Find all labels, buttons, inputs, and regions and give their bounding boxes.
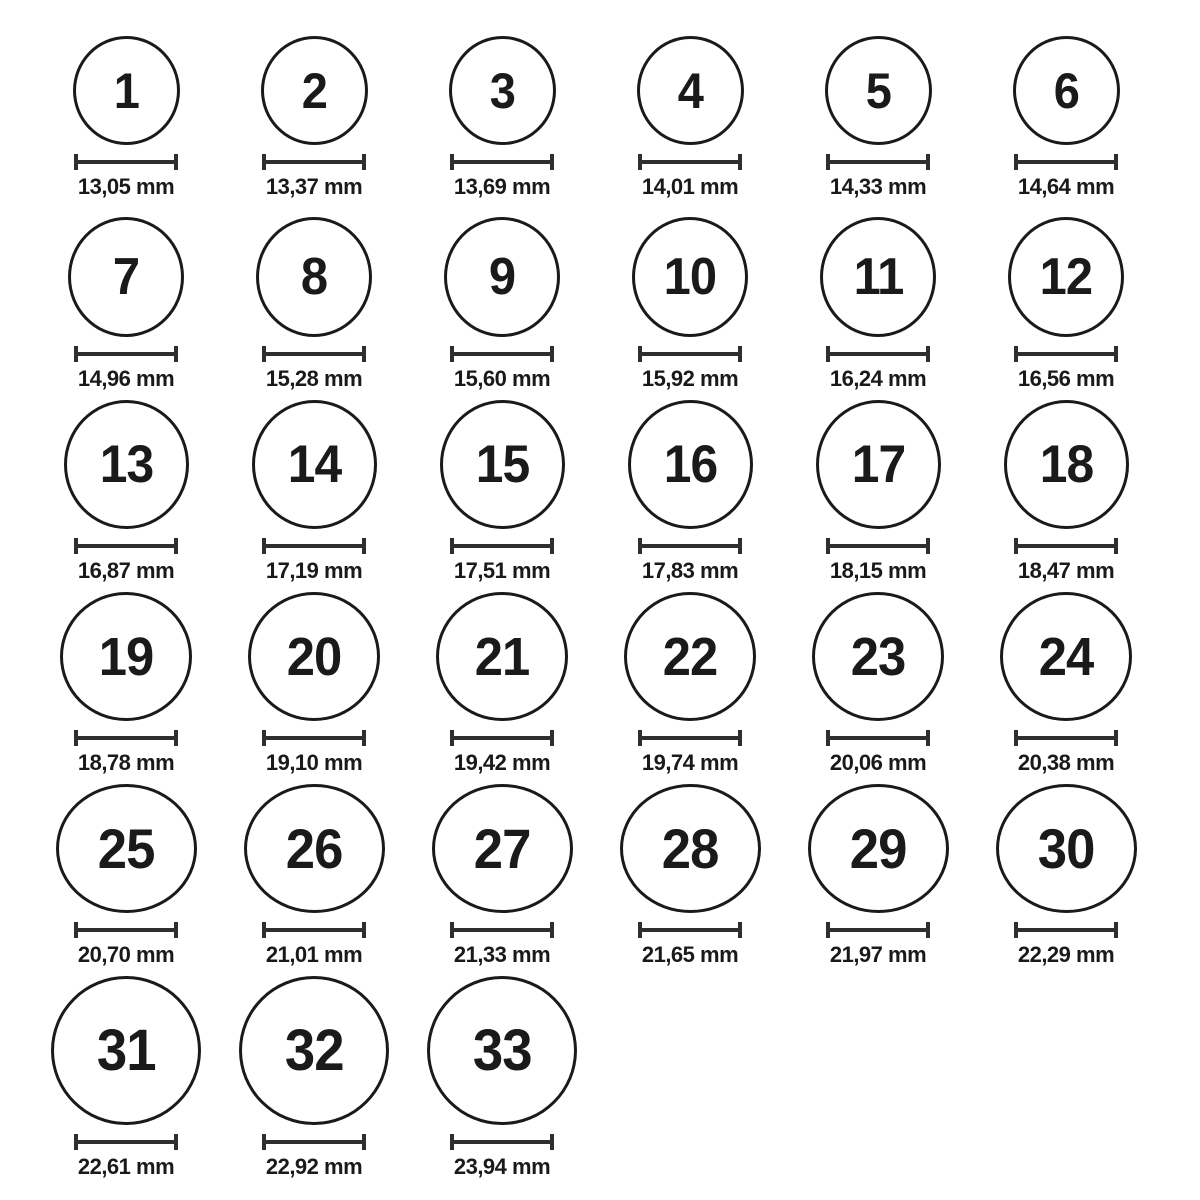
measure-bar <box>1018 352 1114 356</box>
measure-bar <box>78 160 174 164</box>
ring-circle <box>1008 217 1124 337</box>
diameter-label: 19,10 mm <box>265 750 363 775</box>
diameter-label: 21,01 mm <box>265 942 363 967</box>
measure-bar <box>642 736 738 740</box>
ring-size-number: 20 <box>286 626 342 687</box>
measure-right-tick <box>362 922 366 938</box>
diameter-label: 21,97 mm <box>829 942 927 967</box>
diameter-label: 16,56 mm <box>1017 366 1115 391</box>
chart-row <box>32 208 1200 400</box>
diameter-measure-line <box>1014 538 1118 554</box>
ring-size-item <box>408 976 596 1188</box>
measure-right-tick <box>174 154 178 170</box>
ring-size-number: 26 <box>285 816 343 880</box>
diameter-label: 16,87 mm <box>77 558 175 583</box>
diameter-label: 15,28 mm <box>265 366 363 391</box>
ring-size-number: 21 <box>474 626 530 687</box>
ring-size-item <box>784 400 972 592</box>
ring-size-item <box>784 784 972 976</box>
measure-right-tick <box>362 538 366 554</box>
measure-right-tick <box>550 154 554 170</box>
diameter-measure-line <box>1014 346 1118 362</box>
diameter-measure-line <box>450 538 554 554</box>
diameter-label: 14,01 mm <box>641 174 739 199</box>
diameter-label: 20,38 mm <box>1017 750 1115 775</box>
diameter-label: 21,65 mm <box>641 942 739 967</box>
ring-circle <box>820 217 936 337</box>
diameter-measure-line <box>262 730 366 746</box>
diameter-label: 21,33 mm <box>453 942 551 967</box>
ring-circle <box>60 592 192 721</box>
ring-size-number: 18 <box>1039 435 1093 494</box>
ring-circle <box>432 784 573 913</box>
diameter-measure-line <box>74 538 178 554</box>
measure-right-tick <box>926 730 930 746</box>
ring-circle <box>620 784 761 913</box>
ring-size-number: 1 <box>113 62 139 119</box>
measure-bar <box>454 736 550 740</box>
diameter-measure-line <box>74 922 178 938</box>
measure-right-tick <box>738 922 742 938</box>
measure-right-tick <box>362 154 366 170</box>
measure-right-tick <box>738 538 742 554</box>
measure-bar <box>266 352 362 356</box>
ring-circle <box>449 36 556 145</box>
ring-circle <box>440 400 565 529</box>
measure-bar <box>642 544 738 548</box>
ring-size-item <box>32 208 220 400</box>
measure-right-tick <box>926 346 930 362</box>
ring-circle <box>632 217 748 337</box>
measure-bar <box>830 928 926 932</box>
ring-size-item <box>220 208 408 400</box>
ring-size-item <box>220 784 408 976</box>
diameter-measure-line <box>826 922 930 938</box>
ring-circle <box>1000 592 1132 721</box>
measure-right-tick <box>1114 346 1118 362</box>
ring-circle <box>808 784 949 913</box>
ring-size-number: 19 <box>98 626 154 687</box>
diameter-measure-line <box>262 346 366 362</box>
measure-right-tick <box>738 346 742 362</box>
ring-size-number: 6 <box>1053 62 1079 119</box>
ring-size-number: 25 <box>97 816 155 880</box>
ring-size-number: 30 <box>1037 816 1095 880</box>
diameter-measure-line <box>638 730 742 746</box>
diameter-measure-line <box>450 922 554 938</box>
ring-size-item <box>220 976 408 1188</box>
measure-bar <box>642 352 738 356</box>
ring-circle <box>239 976 389 1125</box>
ring-size-item <box>784 592 972 784</box>
ring-circle <box>248 592 380 721</box>
diameter-measure-line <box>1014 730 1118 746</box>
ring-size-number: 8 <box>300 248 328 306</box>
ring-size-item <box>408 784 596 976</box>
ring-size-number: 32 <box>284 1017 344 1083</box>
ring-size-item <box>220 400 408 592</box>
diameter-measure-line <box>450 346 554 362</box>
diameter-label: 18,47 mm <box>1017 558 1115 583</box>
diameter-label: 14,64 mm <box>1017 174 1115 199</box>
ring-circle <box>436 592 568 721</box>
measure-bar <box>830 736 926 740</box>
diameter-label: 13,05 mm <box>77 174 175 199</box>
ring-circle <box>73 36 180 145</box>
diameter-label: 19,42 mm <box>453 750 551 775</box>
ring-size-number: 14 <box>287 435 341 494</box>
measure-right-tick <box>926 538 930 554</box>
diameter-measure-line <box>450 730 554 746</box>
diameter-measure-line <box>638 154 742 170</box>
diameter-label: 22,92 mm <box>265 1154 363 1179</box>
ring-circle <box>427 976 577 1125</box>
diameter-measure-line <box>638 922 742 938</box>
measure-right-tick <box>1114 538 1118 554</box>
diameter-label: 15,92 mm <box>641 366 739 391</box>
ring-size-number: 28 <box>661 816 719 880</box>
diameter-label: 13,69 mm <box>453 174 551 199</box>
chart-row <box>32 976 1200 1188</box>
ring-size-item <box>972 208 1160 400</box>
measure-bar <box>830 544 926 548</box>
measure-bar <box>1018 544 1114 548</box>
measure-bar <box>78 928 174 932</box>
ring-size-number: 11 <box>853 248 903 306</box>
diameter-label: 13,37 mm <box>265 174 363 199</box>
diameter-measure-line <box>74 730 178 746</box>
ring-size-number: 29 <box>849 816 907 880</box>
diameter-label: 22,29 mm <box>1017 942 1115 967</box>
diameter-measure-line <box>450 154 554 170</box>
measure-bar <box>454 544 550 548</box>
chart-row <box>32 592 1200 784</box>
ring-size-number: 27 <box>473 816 531 880</box>
measure-bar <box>266 928 362 932</box>
measure-right-tick <box>926 154 930 170</box>
measure-right-tick <box>174 538 178 554</box>
ring-size-item <box>784 208 972 400</box>
diameter-measure-line <box>826 730 930 746</box>
ring-size-number: 23 <box>850 626 906 687</box>
measure-right-tick <box>1114 922 1118 938</box>
diameter-measure-line <box>1014 922 1118 938</box>
measure-bar <box>454 352 550 356</box>
measure-right-tick <box>174 922 178 938</box>
ring-circle <box>256 217 372 337</box>
ring-size-number: 33 <box>472 1017 532 1083</box>
measure-bar <box>830 352 926 356</box>
diameter-label: 17,19 mm <box>265 558 363 583</box>
diameter-label: 14,33 mm <box>829 174 927 199</box>
measure-bar <box>266 736 362 740</box>
ring-size-item <box>220 592 408 784</box>
ring-size-number: 12 <box>1039 248 1093 306</box>
measure-bar <box>642 928 738 932</box>
measure-bar <box>454 928 550 932</box>
ring-size-item <box>596 208 784 400</box>
ring-size-item <box>972 784 1160 976</box>
diameter-measure-line <box>262 1134 366 1150</box>
chart-row <box>32 400 1200 592</box>
ring-size-number: 5 <box>865 62 891 119</box>
measure-bar <box>78 736 174 740</box>
ring-circle <box>261 36 368 145</box>
measure-bar <box>78 352 174 356</box>
ring-circle <box>252 400 377 529</box>
ring-size-item <box>220 16 408 208</box>
ring-size-item <box>972 16 1160 208</box>
diameter-measure-line <box>262 922 366 938</box>
measure-bar <box>1018 160 1114 164</box>
measure-bar <box>266 1140 362 1144</box>
ring-circle <box>56 784 197 913</box>
diameter-measure-line <box>262 154 366 170</box>
measure-bar <box>642 160 738 164</box>
diameter-label: 17,51 mm <box>453 558 551 583</box>
diameter-label: 18,15 mm <box>829 558 927 583</box>
ring-size-item <box>596 400 784 592</box>
chart-row <box>32 784 1200 976</box>
diameter-label: 18,78 mm <box>77 750 175 775</box>
measure-bar <box>266 160 362 164</box>
ring-size-item <box>32 784 220 976</box>
ring-size-item <box>32 400 220 592</box>
measure-bar <box>1018 736 1114 740</box>
ring-size-number: 9 <box>488 248 516 306</box>
ring-size-item <box>972 592 1160 784</box>
ring-size-number: 2 <box>301 62 327 119</box>
ring-size-number: 16 <box>663 435 717 494</box>
ring-size-number: 22 <box>662 626 718 687</box>
measure-right-tick <box>738 730 742 746</box>
diameter-measure-line <box>262 538 366 554</box>
measure-bar <box>78 544 174 548</box>
diameter-label: 20,70 mm <box>77 942 175 967</box>
ring-size-item <box>408 592 596 784</box>
ring-size-item <box>32 592 220 784</box>
ring-circle <box>444 217 560 337</box>
diameter-measure-line <box>638 346 742 362</box>
measure-right-tick <box>362 1134 366 1150</box>
measure-right-tick <box>550 346 554 362</box>
measure-right-tick <box>550 730 554 746</box>
measure-bar <box>266 544 362 548</box>
diameter-measure-line <box>450 1134 554 1150</box>
measure-right-tick <box>1114 730 1118 746</box>
measure-bar <box>78 1140 174 1144</box>
diameter-label: 19,74 mm <box>641 750 739 775</box>
measure-right-tick <box>174 346 178 362</box>
ring-circle <box>825 36 932 145</box>
ring-size-number: 31 <box>96 1017 156 1083</box>
diameter-measure-line <box>74 1134 178 1150</box>
ring-size-number: 4 <box>677 62 703 119</box>
ring-circle <box>816 400 941 529</box>
measure-right-tick <box>174 1134 178 1150</box>
ring-size-number: 10 <box>663 248 717 306</box>
measure-right-tick <box>738 154 742 170</box>
measure-right-tick <box>174 730 178 746</box>
ring-size-number: 13 <box>99 435 153 494</box>
measure-bar <box>454 160 550 164</box>
ring-circle <box>51 976 201 1125</box>
diameter-label: 22,61 mm <box>77 1154 175 1179</box>
ring-size-item <box>596 592 784 784</box>
ring-circle <box>244 784 385 913</box>
ring-size-item <box>972 400 1160 592</box>
ring-circle <box>812 592 944 721</box>
diameter-label: 14,96 mm <box>77 366 175 391</box>
ring-circle <box>64 400 189 529</box>
ring-circle <box>624 592 756 721</box>
diameter-measure-line <box>826 346 930 362</box>
ring-circle <box>1004 400 1129 529</box>
measure-right-tick <box>550 1134 554 1150</box>
measure-right-tick <box>550 922 554 938</box>
ring-size-item <box>32 976 220 1188</box>
ring-size-item <box>596 784 784 976</box>
diameter-label: 20,06 mm <box>829 750 927 775</box>
ring-size-item <box>32 16 220 208</box>
ring-size-number: 24 <box>1038 626 1094 687</box>
ring-size-number: 3 <box>489 62 515 119</box>
diameter-measure-line <box>74 154 178 170</box>
diameter-measure-line <box>74 346 178 362</box>
diameter-label: 15,60 mm <box>453 366 551 391</box>
ring-circle <box>68 217 184 337</box>
measure-right-tick <box>1114 154 1118 170</box>
diameter-label: 23,94 mm <box>453 1154 551 1179</box>
ring-circle <box>1013 36 1120 145</box>
ring-size-number: 15 <box>475 435 529 494</box>
measure-bar <box>454 1140 550 1144</box>
measure-right-tick <box>362 346 366 362</box>
diameter-measure-line <box>826 154 930 170</box>
measure-right-tick <box>926 922 930 938</box>
diameter-label: 16,24 mm <box>829 366 927 391</box>
diameter-measure-line <box>638 538 742 554</box>
ring-size-item <box>408 16 596 208</box>
ring-size-number: 17 <box>851 435 905 494</box>
ring-size-number: 7 <box>112 248 140 306</box>
ring-circle <box>996 784 1137 913</box>
measure-right-tick <box>362 730 366 746</box>
ring-size-item <box>596 16 784 208</box>
diameter-label: 17,83 mm <box>641 558 739 583</box>
ring-circle <box>637 36 744 145</box>
chart-row <box>32 16 1200 208</box>
measure-bar <box>830 160 926 164</box>
diameter-measure-line <box>826 538 930 554</box>
measure-right-tick <box>550 538 554 554</box>
ring-size-item <box>408 400 596 592</box>
ring-size-item <box>784 16 972 208</box>
measure-bar <box>1018 928 1114 932</box>
ring-size-item <box>408 208 596 400</box>
diameter-measure-line <box>1014 154 1118 170</box>
ring-circle <box>628 400 753 529</box>
